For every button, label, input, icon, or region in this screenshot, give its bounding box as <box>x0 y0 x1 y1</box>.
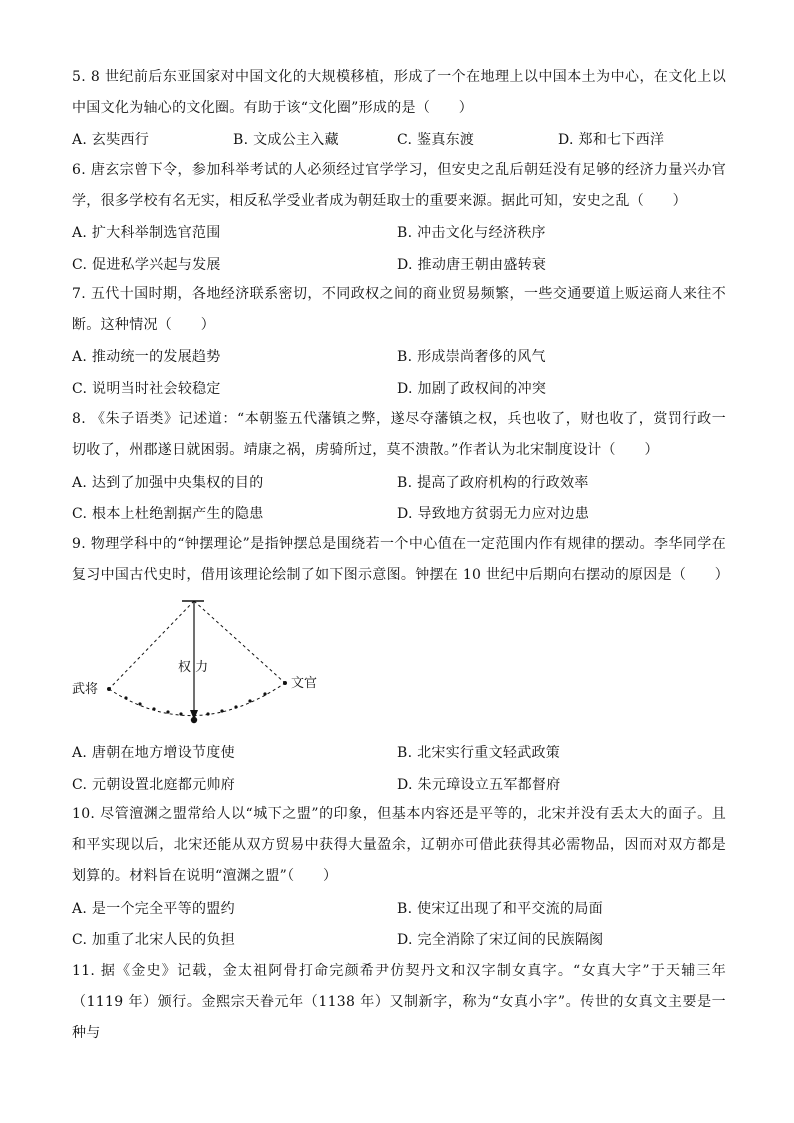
question-5-option-a[interactable]: A. 玄奘西行 <box>72 132 150 148</box>
question-8-option-b[interactable]: B. 提高了政府机构的行政效率 <box>397 475 589 491</box>
question-5-option-b[interactable]: B. 文成公主入藏 <box>233 132 339 148</box>
left-dashed-string <box>109 601 194 689</box>
question-7-option-a[interactable]: A. 推动统一的发展趋势 <box>72 349 221 365</box>
question-10-option-b[interactable]: B. 使宋辽出现了和平交流的局面 <box>397 901 603 917</box>
question-8-option-c[interactable]: C. 根本上杜绝割据产生的隐患 <box>72 506 264 522</box>
question-5-option-d[interactable]: D. 郑和七下西洋 <box>558 132 665 148</box>
question-6-stem: 6. 唐玄宗曾下令，参加科举考试的人必须经过官学学习，但安史之乱后朝廷没有足够的经济力量兴办官学，很多学校有名无实，相反私学受业者成为朝廷取士的重要来源。据此可知，安史之乱（ ） <box>72 162 726 209</box>
question-9-option-b[interactable]: B. 北宋实行重文轻武政策 <box>397 745 561 761</box>
question-7-option-c[interactable]: C. 说明当时社会较稳定 <box>72 381 221 397</box>
question-5-stem: 5. 8 世纪前后东亚国家对中国文化的大规模移植，形成了一个在地理上以中国本土为中心，在文化上以中国文化为轴心的文化圈。有助于该“文化圈”形成的是（ ） <box>72 69 726 116</box>
question-11-stem: 11. 据《金史》记载，金太祖阿骨打命完颜希尹仿契丹文和汉字制女真字。“女真大字”于天辅三年（1119 年）颁行。金熙宗天眷元年（1138 年）又制新字，称为“女真小字”。传世的女真文主要是一种与 <box>72 963 726 1041</box>
question-6-option-c[interactable]: C. 促进私学兴起与发展 <box>72 257 221 273</box>
question-10-option-a[interactable]: A. 是一个完全平等的盟约 <box>72 901 235 917</box>
pendulum-bob <box>191 717 197 723</box>
question-10-option-d[interactable]: D. 完全消除了宋辽间的民族隔阂 <box>397 932 604 948</box>
label-wujiang: 武将 <box>72 682 99 697</box>
question-9-option-d[interactable]: D. 朱元璋设立五军都督府 <box>397 777 561 793</box>
question-8-stem: 8. 《朱子语类》记述道：“本朝鉴五代藩镇之弊，遂尽夺藩镇之权，兵也收了，财也收了，赏罚行政一切收了，州郡遂日就困弱。靖康之祸，虏骑所过，莫不溃散。”作者认为北宋制度设计（ ） <box>72 411 726 458</box>
question-7-stem: 7. 五代十国时期，各地经济联系密切，不同政权之间的商业贸易频繁，一些交通要道上贩运商人来往不断。这种情况（ ） <box>72 286 726 333</box>
question-10-option-c[interactable]: C. 加重了北宋人民的负担 <box>72 932 236 948</box>
question-6-option-d[interactable]: D. 推动唐王朝由盛转衰 <box>397 257 547 273</box>
question-9-option-a[interactable]: A. 唐朝在地方增设节度使 <box>72 745 235 761</box>
question-7-option-b[interactable]: B. 形成崇尚奢侈的风气 <box>397 349 546 365</box>
question-9-stem: 9. 物理学科中的“钟摆理论”是指钟摆总是围绕若一个中心值在一定范围内作有规律的摆动。李华同学在复习中国古代史时，借用该理论绘制了如下图示意图。钟摆在 10 世纪中后期向右摆动的原因是（ ） <box>72 536 730 583</box>
question-6-option-b[interactable]: B. 冲击文化与经济秩序 <box>397 225 546 241</box>
question-8-option-a[interactable]: A. 达到了加强中央集权的目的 <box>72 475 264 491</box>
question-10-stem: 10. 尽管澶渊之盟常给人以“城下之盟”的印象，但基本内容还是平等的，北宋并没有丢太大的面子。且和平实现以后，北宋还能从双方贸易中获得大量盈余，辽朝亦可借此获得其必需物品，因而对双方都是划算的。材料旨在说明“澶渊之盟”（ ） <box>72 806 726 884</box>
question-9-option-c[interactable]: C. 元朝设置北庭都元帅府 <box>72 777 236 793</box>
label-wenguan: 文官 <box>291 676 318 691</box>
label-quanli: 权 力 <box>178 660 209 675</box>
question-6-option-a[interactable]: A. 扩大科举制选官范围 <box>72 225 221 241</box>
pendulum-diagram <box>70 595 340 735</box>
question-8-option-d[interactable]: D. 导致地方贫弱无力应对边患 <box>397 506 590 522</box>
question-7-option-d[interactable]: D. 加剧了政权间的冲突 <box>397 381 547 397</box>
question-5-option-c[interactable]: C. 鉴真东渡 <box>397 132 475 148</box>
